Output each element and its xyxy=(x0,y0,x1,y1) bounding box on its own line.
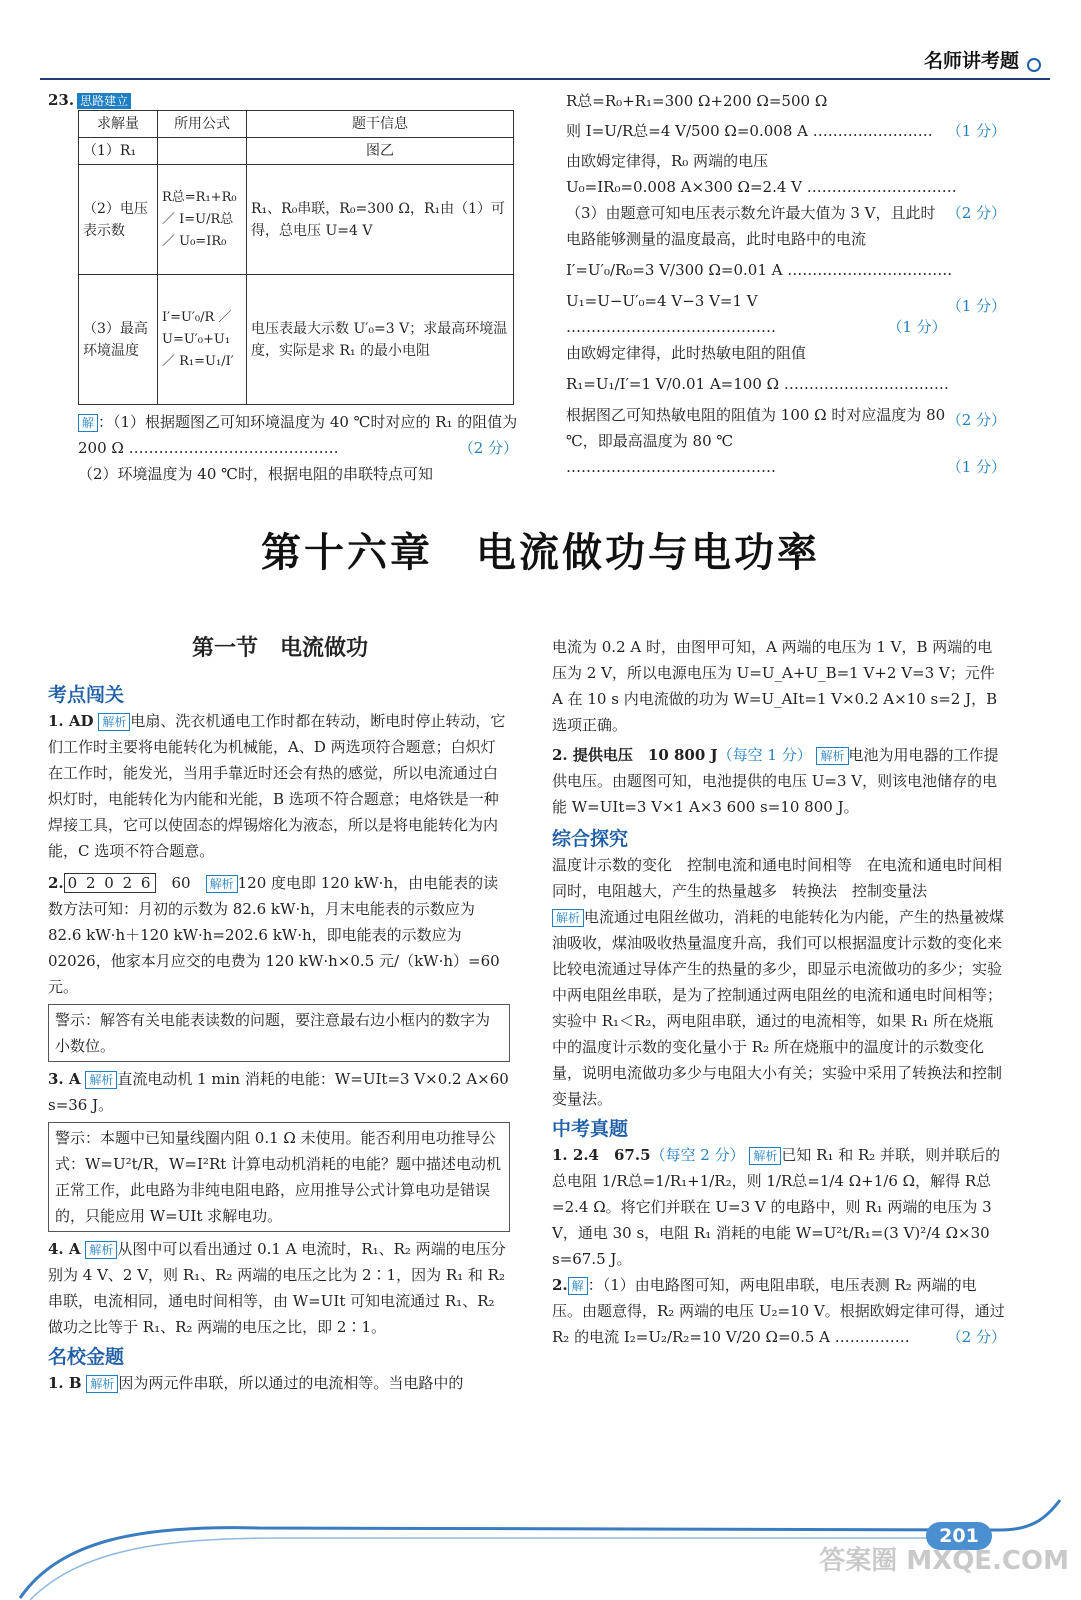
q3-block: 3. A 解析 直流电动机 1 min 消耗的电能：W=UIt=3 V×0.2 A×60 s=36 J。 xyxy=(48,1070,509,1114)
jiexi-tag: 解析 xyxy=(552,909,584,927)
warning-box: 警示：解答有关电能表读数的问题，要注意最右边小框内的数字为小数位。 xyxy=(48,1004,510,1062)
table-header: 题干信息 xyxy=(247,111,514,138)
q1-block: 1. AD 解析 电扇、洗衣机通电工作时都在转动，断电时停止转动，它们工作时主要将电能转化为机械能，A、D 两选项符合题意；白炽灯在工作时，能发光，当用手靠近时还会有热的感觉，所以电流通过白炽灯时，电能转化为内能和光能，B 选项不符合题意；电烙铁是一种焊接工具，它可以使固态的焊锡熔化为液态，所以是将电能转化为内能，C 选项不符合题意。 xyxy=(48,712,506,860)
solution-line: U₁=U−U′₀=4 V−3 V=1 V …………………………………… （1 分） xyxy=(566,292,947,336)
jie-tag: 解 xyxy=(568,1277,588,1295)
meter-reading: 0 2 0 2 6 xyxy=(64,873,157,893)
left-body xyxy=(48,682,510,1396)
q5-block: 1. B 解析 因为两元件串联，所以通过的电流相等。当电路中的 xyxy=(48,1374,464,1392)
heading-zhongkao: 中考真题 xyxy=(552,1118,629,1140)
jiexi-tag: 解析 xyxy=(86,1375,118,1393)
solution-line: R总=R₀+R₁=300 Ω+200 Ω=500 Ω xyxy=(566,92,828,110)
solution-line: 由欧姆定律得，R₀ 两端的电压 xyxy=(566,152,769,170)
jiexi-tag: 解析 xyxy=(206,875,238,893)
table-cell: R总=R₁+R₀ ／ I=U/R总 ／ U₀=IR₀ xyxy=(158,165,247,275)
watermark: 答案圈 MXQE.COM xyxy=(819,1546,1069,1576)
jiexi-tag: 解析 xyxy=(85,1071,117,1089)
right-top-block xyxy=(566,88,1006,480)
table-cell: 电压表最大示数 U′₀=3 V；求最高环境温度，实际是求 R₁ 的最小电阻 xyxy=(247,275,514,405)
jie-tag: 解 xyxy=(78,414,98,432)
right-body xyxy=(552,634,1006,1350)
jiexi-tag: 解析 xyxy=(816,747,848,765)
table-header: 所用公式 xyxy=(158,111,247,138)
warning-box: 警示：本题中已知量线圈内阻 0.1 Ω 未使用。能否利用电功推导公式：W=U²t/R，W=I²Rt 计算电动机消耗的电能？题中描述电动机正常工作，此电路为非纯电阻电路，应用推导公式计算电功是错误的，只能应用 W=UIt 求解电功。 xyxy=(48,1122,510,1232)
q23-block xyxy=(48,90,518,487)
jiexi-tag: 解析 xyxy=(749,1147,781,1165)
header-title: 名师讲考题 xyxy=(923,50,1019,72)
section-title: 第一节 电流做功 xyxy=(191,636,368,661)
table-cell: R₁、R₀串联，R₀=300 Ω，R₁由（1）可得，总电压 U=4 V xyxy=(247,165,514,275)
heading-mingxiao: 名校金题 xyxy=(48,1346,125,1368)
jiexi-tag: 解析 xyxy=(85,1241,117,1259)
q23-tag: 思路建立 xyxy=(77,93,131,109)
q3-right-block: 1. 2.4 67.5（每空 2 分） 解析 已知 R₁ 和 R₂ 并联，则并联后的总电阻 1/R总=1/R₁+1/R₂，则 1/R总=1/4 Ω+1/6 Ω，解得 R总=2.4 Ω。将它们并联在 U=3 V 的电路中，则 R₁ 两端的电压为 3 V，通电 30 s，电阻 R₁ 消耗的电能 W=U²t/R₁=(3 V)²/4 Ω×30 s=67.5 J。 xyxy=(552,1146,1001,1268)
q4-block: 4. A 解析 从图中可以看出通过 0.1 A 电流时，R₁、R₂ 两端的电压分别为 4 V、2 V，则 R₁、R₂ 两端的电压之比为 2∶1，因为 R₁ 和 R₂ 串联，电流相同，通电时间相等，由 W=UIt 可知电流通过 R₁、R₂ 做功之比等于 R₁、R₂ 两端的电压之比，即 2∶1。 xyxy=(48,1240,506,1336)
q4-right-block: 2. 解 ：（1）由电路图可知，两电阻串联，电压表测 R₂ 两端的电压。由题意得，R₂ 两端的电压 U₂=10 V。根据欧姆定律可得，通过 R₂ 的电流 I₂=U₂/R₂=10 V/20 Ω=0.5 A …………… （2 分） xyxy=(552,1276,1006,1346)
table-cell: （2）电压表示数 xyxy=(79,165,158,275)
solution-line: 则 I=U/R总=4 V/500 Ω=0.008 A …………………… （1 分） xyxy=(566,122,1006,140)
heading-kaodian: 考点闯关 xyxy=(48,684,125,706)
table-cell: （3）最高环境温度 xyxy=(79,275,158,405)
solution-line: U₀=IR₀=0.008 A×300 Ω=2.4 V ………………………… （2 分） xyxy=(566,178,1006,222)
header-rule xyxy=(40,78,1050,80)
paragraph: 温度计示数的变化 控制电流和通电时间相等 在电流和通电时间相同时，电阻越大，产生的热量越多 转换法 控制变量法 xyxy=(552,856,1003,900)
table-cell xyxy=(158,138,247,165)
paragraph: 电流为 0.2 A 时，由图甲可知，A 两端的电压为 1 V，B 两端的电压为 2 V，所以电源电压为 U=U_A+U_B=1 V+2 V=3 V；元件 A 在 10 s 内电流做的功为 W=U_AIt=1 V×0.2 A×10 s=2 J，B 选项正确。 xyxy=(552,638,998,734)
jiexi-tag: 解析 xyxy=(98,713,130,731)
table-cell: I′=U′₀/R ／ U=U′₀+U₁ ／ R₁=U₁/I′ xyxy=(158,275,247,405)
paragraph: 解析 电流通过电阻丝做功，消耗的电能转化为内能，产生的热量被煤油吸收，煤油吸收热量温度升高，我们可以根据温度计示数的变化来比较电流通过导体产生的热量的多少，即显示电流做功的多少；实验中两电阻丝串联，是为了控制通过两电阻丝的电流和通电时间相等；实验中 R₁＜R₂，两电阻串联，通过的电流相等，如果 R₁ 所在烧瓶中的温度计示数的变化量小于 R₂ 所在烧瓶中的温度计的示数变化量，说明电流做功多少与电阻大小有关；实验中采用了转换法和控制变量法。 xyxy=(552,908,1005,1108)
q2-block: 2. 0 2 0 2 6 60 解析 120 度电即 120 kW·h，由电能表的读数方法可知：月初的示数为 82.6 kW·h，月末电能表的示数应为 82.6 kW·h＋120 kW·h=202.6 kW·h，即电能表的示数应为 02026，他家本月应交的电费为 120 kW·h×0.5 元/（kW·h）=60 元。 xyxy=(48,874,500,996)
heading-zonghe: 综合探究 xyxy=(552,828,629,850)
solution-line: （3）由题意可知电压表示数允许最大值为 3 V，且此时电路能够测量的温度最高，此时电路中的电流 xyxy=(566,204,936,248)
q23-label: 23. xyxy=(48,91,75,109)
solution-line: 由欧姆定律得，此时热敏电阻的阻值 xyxy=(566,344,807,362)
header-circle-icon xyxy=(1027,58,1041,72)
chapter-title: 第十六章 电流做功与电功率 xyxy=(261,530,820,576)
table-cell: （1）R₁ xyxy=(79,138,158,165)
table-header: 求解量 xyxy=(79,111,158,138)
q23-solution-2: （2）环境温度为 40 ℃时，根据电阻的串联特点可知 xyxy=(78,465,433,483)
table-cell: 图乙 xyxy=(247,138,514,165)
solution-line: R₁=U₁/I′=1 V/0.01 A=100 Ω …………………………… （2 分） xyxy=(566,375,1006,429)
footer-wave-decoration xyxy=(0,1480,1081,1600)
solution-line: I′=U′₀/R₀=3 V/300 Ω=0.01 A …………………………… （1 分） xyxy=(566,261,1006,315)
q2-right-block: 2. 提供电压 10 800 J（每空 1 分） 解析 电池为用电器的工作提供电压。由题图可知，电池提供的电压 U=3 V，则该电池储存的电能 W=UIt=3 V×1 A×3 600 s=10 800 J。 xyxy=(552,746,999,816)
page-number: 201 xyxy=(926,1522,992,1550)
q23-table xyxy=(78,110,514,405)
q23-solution-1: 解 ：（1）根据题图乙可知环境温度为 40 ℃时对应的 R₁ 的阻值为 200 Ω …………………………………… （2 分） xyxy=(78,413,518,457)
solution-line: 根据图乙可知热敏电阻的阻值为 100 Ω 时对应温度为 80 ℃，即最高温度为 80 ℃ …………………………………… （1 分） xyxy=(566,406,1006,476)
